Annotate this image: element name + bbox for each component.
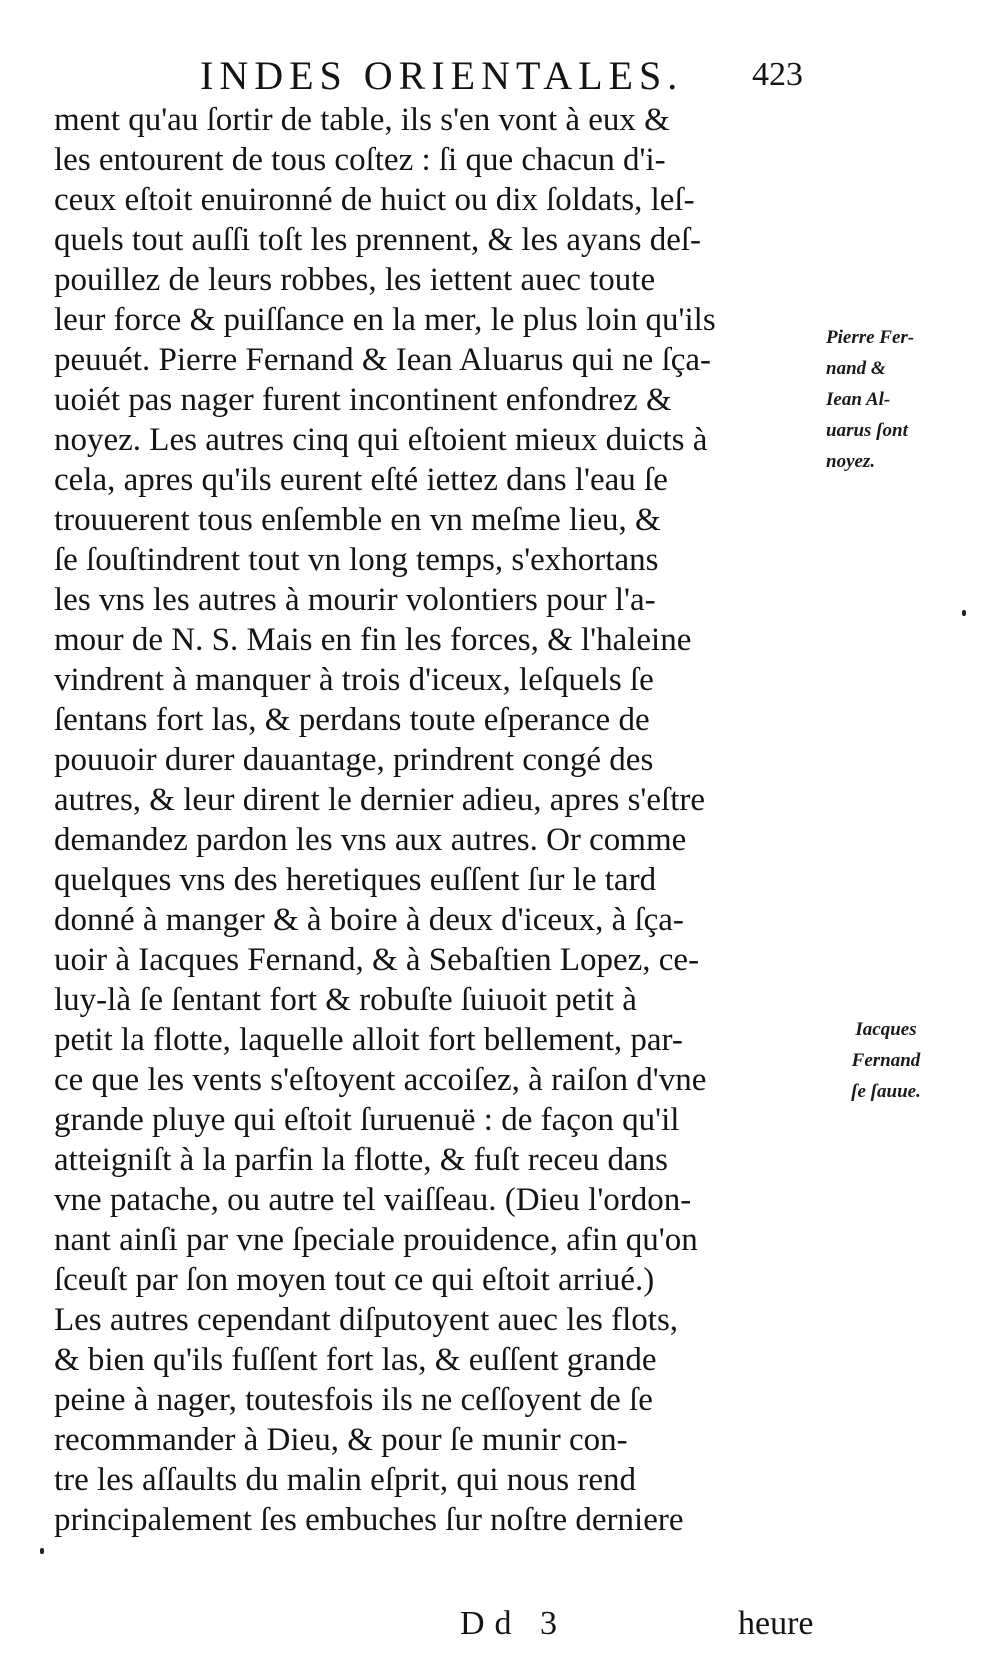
text-line: atteigniſt à la parfin la flotte, & fuſt receu dans (54, 1142, 668, 1178)
text-line: grande pluye qui eſtoit ſuruenuë : de façon qu'il (54, 1102, 680, 1138)
text-line: recommander à Dieu, & pour ſe munir con- (54, 1422, 628, 1458)
text-line: autres, & leur dirent le dernier adieu, apres s'eſtre (54, 782, 705, 818)
running-head-title: INDES ORIENTALES. (200, 53, 684, 98)
text-line: demandez pardon les vns aux autres. Or comme (54, 822, 687, 858)
main-text-block (54, 100, 824, 1540)
text-line: ſentans fort las, & perdans toute eſperance de (54, 702, 650, 738)
text-line: nant ainſi par vne ſpeciale prouidence, afin qu'on (54, 1222, 698, 1258)
text-line: pouuoir durer dauantage, prindrent congé des (54, 742, 654, 778)
text-line: noyez. Les autres cinq qui eſtoient mieux duicts à (54, 422, 708, 458)
text-line: luy-là ſe ſentant fort & robuſte ſuiuoit petit à (54, 982, 637, 1018)
text-line: donné à manger & à boire à deux d'iceux, à ſça- (54, 902, 684, 938)
page-number: 423 (752, 56, 803, 93)
margin-note-line: Iean Al- (826, 389, 891, 410)
text-line: ment qu'au ſortir de table, ils s'en vont à eux & (54, 102, 670, 138)
text-line: peuuét. Pierre Fernand & Iean Aluarus qui ne ſça- (54, 342, 712, 378)
text-line: principalement ſes embuches ſur noſtre derniere (54, 1502, 684, 1538)
margin-note-line: ſe ſauue. (851, 1081, 921, 1102)
margin-note-line: Fernand (851, 1050, 921, 1071)
margin-note-line: Pierre Fer- (826, 327, 915, 348)
catchword: heure (738, 1605, 814, 1642)
text-line: & bien qu'ils fuſſent fort las, & euſſent grande (54, 1342, 657, 1378)
text-line: ſceuſt par ſon moyen tout ce qui eſtoit arriué.) (54, 1262, 655, 1298)
margin-note-iacques-fernand (826, 1014, 946, 1107)
text-line: ceux eſtoit enuironné de huict ou dix ſoldats, leſ- (54, 182, 695, 218)
text-line: uoir à Iacques Fernand, & à Sebaſtien Lopez, ce- (54, 942, 700, 978)
text-line: quels tout auſſi toſt les prennent, & les ayans deſ- (54, 222, 702, 258)
text-line: uoiét pas nager furent incontinent enfondrez & (54, 382, 672, 418)
text-line: vindrent à manquer à trois d'iceux, leſquels ſe (54, 662, 654, 698)
text-line: cela, apres qu'ils eurent eſté iettez dans l'eau ſe (54, 462, 668, 498)
text-line: petit la flotte, laquelle alloit fort bellement, par- (54, 1022, 683, 1058)
text-line: tre les aſſaults du malin eſprit, qui nous rend (54, 1462, 636, 1498)
margin-note-line: uarus ſont (826, 420, 908, 441)
margin-note-line: nand & (826, 358, 886, 379)
text-line: mour de N. S. Mais en fin les forces, & l'haleine (54, 622, 692, 658)
text-line: vne patache, ou autre tel vaiſſeau. (Dieu l'ordon- (54, 1182, 692, 1218)
signature-mark: Dd 3 (460, 1605, 568, 1642)
text-line: peine à nager, toutesfois ils ne ceſſoyent de ſe (54, 1382, 653, 1418)
text-line: les vns les autres à mourir volontiers pour l'a- (54, 582, 656, 618)
margin-note-line: Iacques (855, 1019, 917, 1040)
margin-note-fernand-aluarus (826, 322, 914, 477)
text-line: trouuerent tous enſemble en vn meſme lieu, & (54, 502, 661, 538)
text-line: ce que les vents s'eſtoyent accoiſez, à raiſon d'vne (54, 1062, 707, 1098)
text-line: leur force & puiſſance en la mer, le plus loin qu'ils (54, 302, 716, 338)
text-line: Les autres cependant diſputoyent auec les flots, (54, 1302, 679, 1338)
text-line: pouillez de leurs robbes, les iettent auec toute (54, 262, 656, 298)
ink-speck (962, 610, 966, 616)
text-line: quelques vns des heretiques euſſent ſur le tard (54, 862, 657, 898)
text-line: les entourent de tous coſtez : ſi que chacun d'i- (54, 142, 666, 178)
page-footer (0, 1605, 1000, 1649)
margin-note-line: noyez. (826, 451, 876, 472)
text-line: ſe ſouſtindrent tout vn long temps, s'exhortans (54, 542, 659, 578)
ink-speck (40, 1548, 44, 1554)
